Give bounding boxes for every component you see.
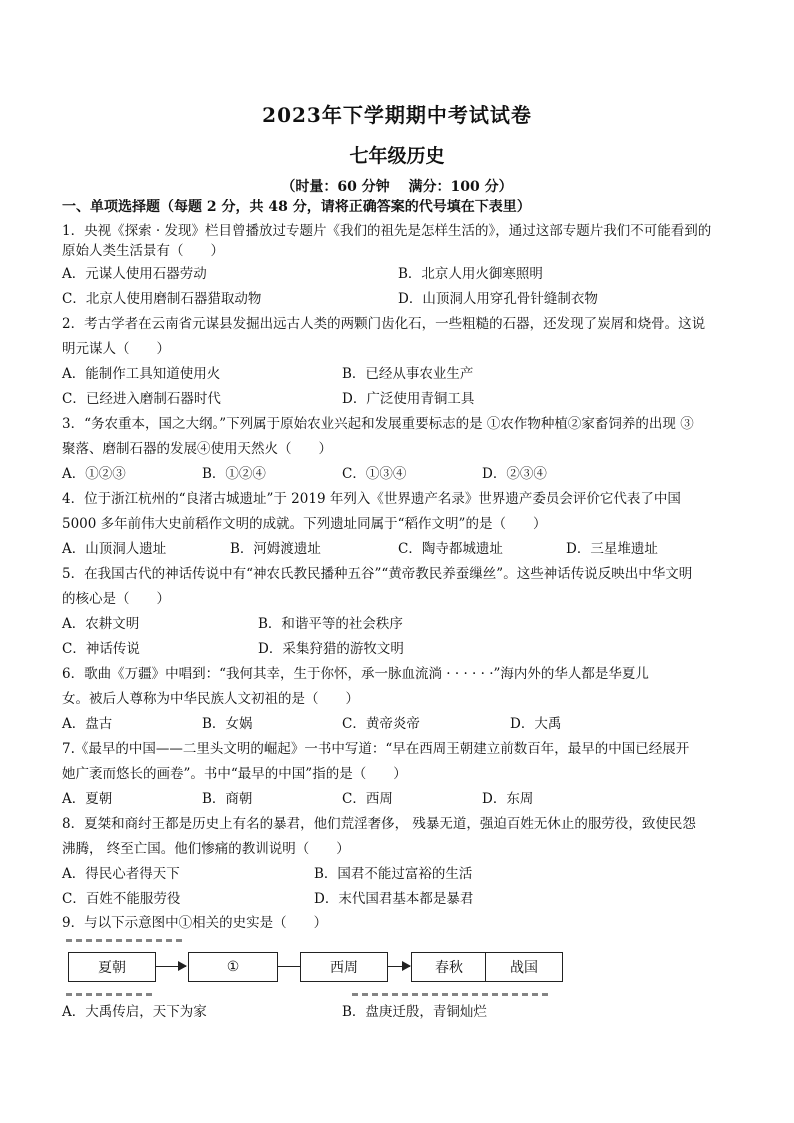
q7-option-d[interactable]: D．东周 xyxy=(482,791,534,807)
q2-option-d[interactable]: D．广泛使用青铜工具 xyxy=(342,391,475,407)
dynasty-flow-diagram xyxy=(68,946,568,990)
q9-option-a[interactable]: A．大禹传启，天下为家 xyxy=(62,1004,207,1020)
q3-option-b[interactable]: B．①②④ xyxy=(202,466,266,482)
q6-option-a[interactable]: A．盘古 xyxy=(62,716,113,732)
section-heading: 一、单项选择题（每题 2 分，共 48 分，请将正确答案的代号填在下表里） xyxy=(62,199,531,215)
cropped-text-remnant-top xyxy=(66,939,186,942)
cropped-text-remnant-bottom-left xyxy=(66,993,156,996)
q5-option-b[interactable]: B．和谐平等的社会秩序 xyxy=(258,616,403,632)
cropped-text-remnant-bottom-right xyxy=(352,993,552,996)
question-7-line-2: 她广袤而悠长的画卷”。书中“最早的中国”指的是（ ） xyxy=(62,766,407,782)
q7-option-c[interactable]: C．西周 xyxy=(342,791,393,807)
q2-option-b[interactable]: B．已经从事农业生产 xyxy=(342,366,474,382)
q6-option-c[interactable]: C．黄帝炎帝 xyxy=(342,716,420,732)
question-8-line-1: 8．夏桀和商纣王都是历史上有名的暴君，他们荒淫奢侈， 残暴无道，强迫百姓无休止的服劳役，致使民怨 xyxy=(62,816,696,832)
q8-option-d[interactable]: D．末代国君基本都是暴君 xyxy=(314,891,474,907)
flow-arrow xyxy=(388,966,410,967)
q1-option-d[interactable]: D．山顶洞人用穿孔骨针缝制衣物 xyxy=(398,291,598,307)
question-7-line-1: 7.《最早的中国——二里头文明的崛起》一书中写道：“早在西周王朝建立前数百年，最早的中国已经展开 xyxy=(62,741,690,757)
q1-option-a[interactable]: A．元谋人使用石器劳动 xyxy=(62,266,207,282)
question-6-line-2: 女。被后人尊称为中华民族人文初祖的是（ ） xyxy=(62,691,359,707)
question-1-line-2: 原始人类生活景有（ ） xyxy=(62,243,224,259)
exam-subject: 七年级历史 xyxy=(349,145,445,167)
exam-title: 2023年下学期期中考试试卷 xyxy=(262,103,532,127)
q8-option-a[interactable]: A．得民心者得天下 xyxy=(62,866,180,882)
question-8-line-2: 沸腾， 终至亡国。他们惨痛的教训说明（ ） xyxy=(62,841,350,857)
q5-option-c[interactable]: C．神话传说 xyxy=(62,641,140,657)
q8-option-b[interactable]: B．国君不能过富裕的生活 xyxy=(314,866,473,882)
question-4-line-2: 5000 多年前伟大史前稻作文明的成就。下列遗址同属于“稻作文明”的是（ ） xyxy=(62,516,547,532)
exam-time-score: （时量：60 分钟 满分：100 分） xyxy=(281,179,513,195)
q4-option-c[interactable]: C．陶寺都城遗址 xyxy=(398,541,503,557)
question-5-line-2: 的核心是（ ） xyxy=(62,591,170,607)
q6-option-d[interactable]: D．大禹 xyxy=(510,716,562,732)
q9-option-b[interactable]: B．盘庚迁殷，青铜灿烂 xyxy=(342,1004,487,1020)
q7-option-a[interactable]: A．夏朝 xyxy=(62,791,113,807)
q3-option-d[interactable]: D．②③④ xyxy=(482,466,547,482)
question-2-line-2: 明元谋人（ ） xyxy=(62,341,170,357)
q1-option-b[interactable]: B．北京人用火御寒照明 xyxy=(398,266,543,282)
question-1-line-1: 1．央视《探索 · 发现》栏目曾播放过专题片《我们的祖先是怎样生活的》，通过这部专题片我们不可能看到的 xyxy=(62,223,712,239)
question-6-line-1: 6．歌曲《万疆》中唱到：“我何其幸，生于你怀，承一脉血流淌 · · · · · ·”海内外的华人都是华夏儿 xyxy=(62,666,649,682)
q2-option-c[interactable]: C．已经进入磨制石器时代 xyxy=(62,391,221,407)
question-5-line-1: 5．在我国古代的神话传说中有“神农氏教民播种五谷”“黄帝教民养蚕缫丝”。这些神话传说反映出中华文明 xyxy=(62,566,693,582)
flow-box-chunqiu: 春秋 xyxy=(411,952,487,982)
flow-arrow xyxy=(156,966,186,967)
q2-option-a[interactable]: A．能制作工具知道使用火 xyxy=(62,366,221,382)
q5-option-d[interactable]: D．采集狩猎的游牧文明 xyxy=(258,641,404,657)
question-4-line-1: 4．位于浙江杭州的“良渚古城遗址”于 2019 年列入《世界遗产名录》世界遗产委员会评价它代表了中国 xyxy=(62,491,681,507)
q5-option-a[interactable]: A．农耕文明 xyxy=(62,616,140,632)
question-9-line-1: 9．与以下示意图中①相关的史实是（ ） xyxy=(62,915,328,931)
flow-box-unknown: ① xyxy=(188,952,278,982)
q4-option-a[interactable]: A．山顶洞人遗址 xyxy=(62,541,167,557)
q4-option-d[interactable]: D．三星堆遗址 xyxy=(566,541,658,557)
q7-option-b[interactable]: B．商朝 xyxy=(202,791,253,807)
flow-box-xizhou: 西周 xyxy=(300,952,388,982)
question-2-line-1: 2．考古学者在云南省元谋县发掘出远古人类的两颗门齿化石，一些粗糙的石器，还发现了炭屑和烧骨。这说 xyxy=(62,316,706,332)
question-3-line-2: 聚落、磨制石器的发展④使用天然火（ ） xyxy=(62,441,332,457)
flow-box-xia: 夏朝 xyxy=(68,952,156,982)
q4-option-b[interactable]: B．河姆渡遗址 xyxy=(230,541,321,557)
q3-option-a[interactable]: A．①②③ xyxy=(62,466,126,482)
q3-option-c[interactable]: C．①③④ xyxy=(342,466,407,482)
flow-box-zhanguo: 战国 xyxy=(485,952,563,982)
q1-option-c[interactable]: C．北京人使用磨制石器猎取动物 xyxy=(62,291,262,307)
q6-option-b[interactable]: B．女娲 xyxy=(202,716,253,732)
question-3-line-1: 3．“务农重本，国之大纲。”下列属于原始农业兴起和发展重要标志的是 ①农作物种植②家畜饲养的出现 ③ xyxy=(62,416,694,432)
q8-option-c[interactable]: C．百姓不能服劳役 xyxy=(62,891,181,907)
